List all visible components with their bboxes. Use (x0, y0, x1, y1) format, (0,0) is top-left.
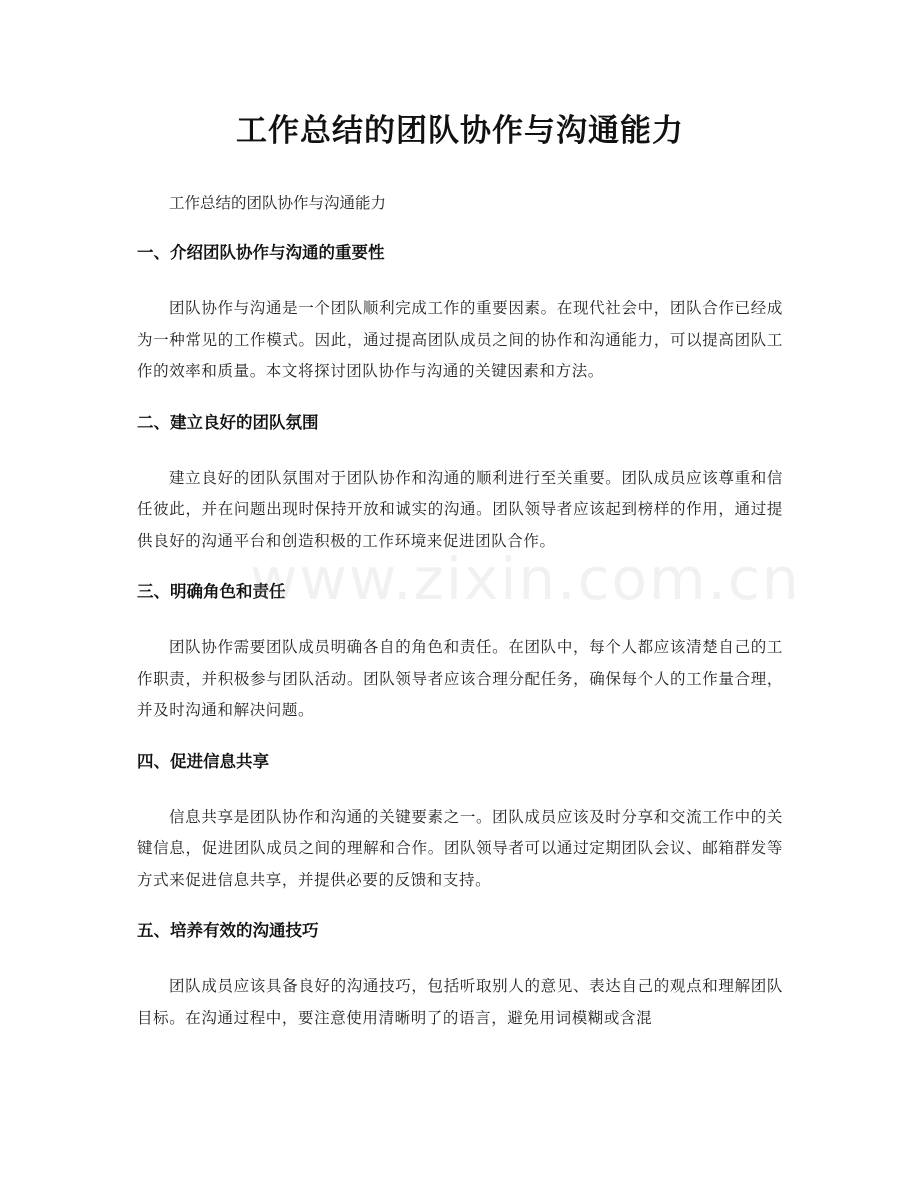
section-heading: 五、培养有效的沟通技巧 (137, 921, 319, 940)
section-paragraph: 团队协作与沟通是一个团队顺利完成工作的重要因素。在现代社会中，团队合作已经成为一种常见的工作模式。因此，通过提高团队成员之间的协作和沟通能力，可以提高团队工作的效率和质量。本文将探讨团队协作与沟通的关键因素和方法。 (137, 299, 783, 380)
section-heading: 四、促进信息共享 (137, 751, 269, 771)
section-paragraph: 团队成员应该具备良好的沟通技巧，包括听取别人的意见、表达自己的观点和理解团队目标。在沟通过程中，要注意使用清晰明了的语言，避免用词模糊或含混 (137, 977, 783, 1027)
section-5 (137, 916, 783, 1034)
section-3 (137, 577, 783, 727)
section-heading: 一、介绍团队协作与沟通的重要性 (137, 243, 385, 262)
section-4 (137, 747, 783, 897)
section-heading: 三、明确角色和责任 (137, 582, 286, 601)
document-title: 工作总结的团队协作与沟通能力 (236, 113, 684, 149)
section-heading: 二、建立良好的团队氛围 (137, 412, 319, 432)
watermark-text: www.zixin.com.cn (250, 545, 801, 613)
section-paragraph: 信息共享是团队协作和沟通的关键要素之一。团队成员应该及时分享和交流工作中的关键信息，促进团队成员之间的理解和合作。团队领导者可以通过定期团队会议、邮箱群发等方式来促进信息共享，并提供必要的反馈和支持。 (137, 807, 783, 889)
section-2 (137, 408, 783, 558)
section-paragraph: 团队协作需要团队成员明确各自的角色和责任。在团队中，每个人都应该清楚自己的工作职责，并积极参与团队活动。团队领导者应该合理分配任务，确保每个人的工作量合理，并及时沟通和解决问题。 (137, 638, 783, 719)
document-subtitle: 工作总结的团队协作与沟通能力 (169, 194, 387, 212)
section-paragraph: 建立良好的团队氛围对于团队协作和沟通的顺利进行至关重要。团队成员应该尊重和信任彼此，并在问题出现时保持开放和诚实的沟通。团队领导者应该起到榜样的作用，通过提供良好的沟通平台和创造积极的工作环境来促进团队合作。 (137, 468, 783, 550)
section-1 (137, 238, 783, 388)
